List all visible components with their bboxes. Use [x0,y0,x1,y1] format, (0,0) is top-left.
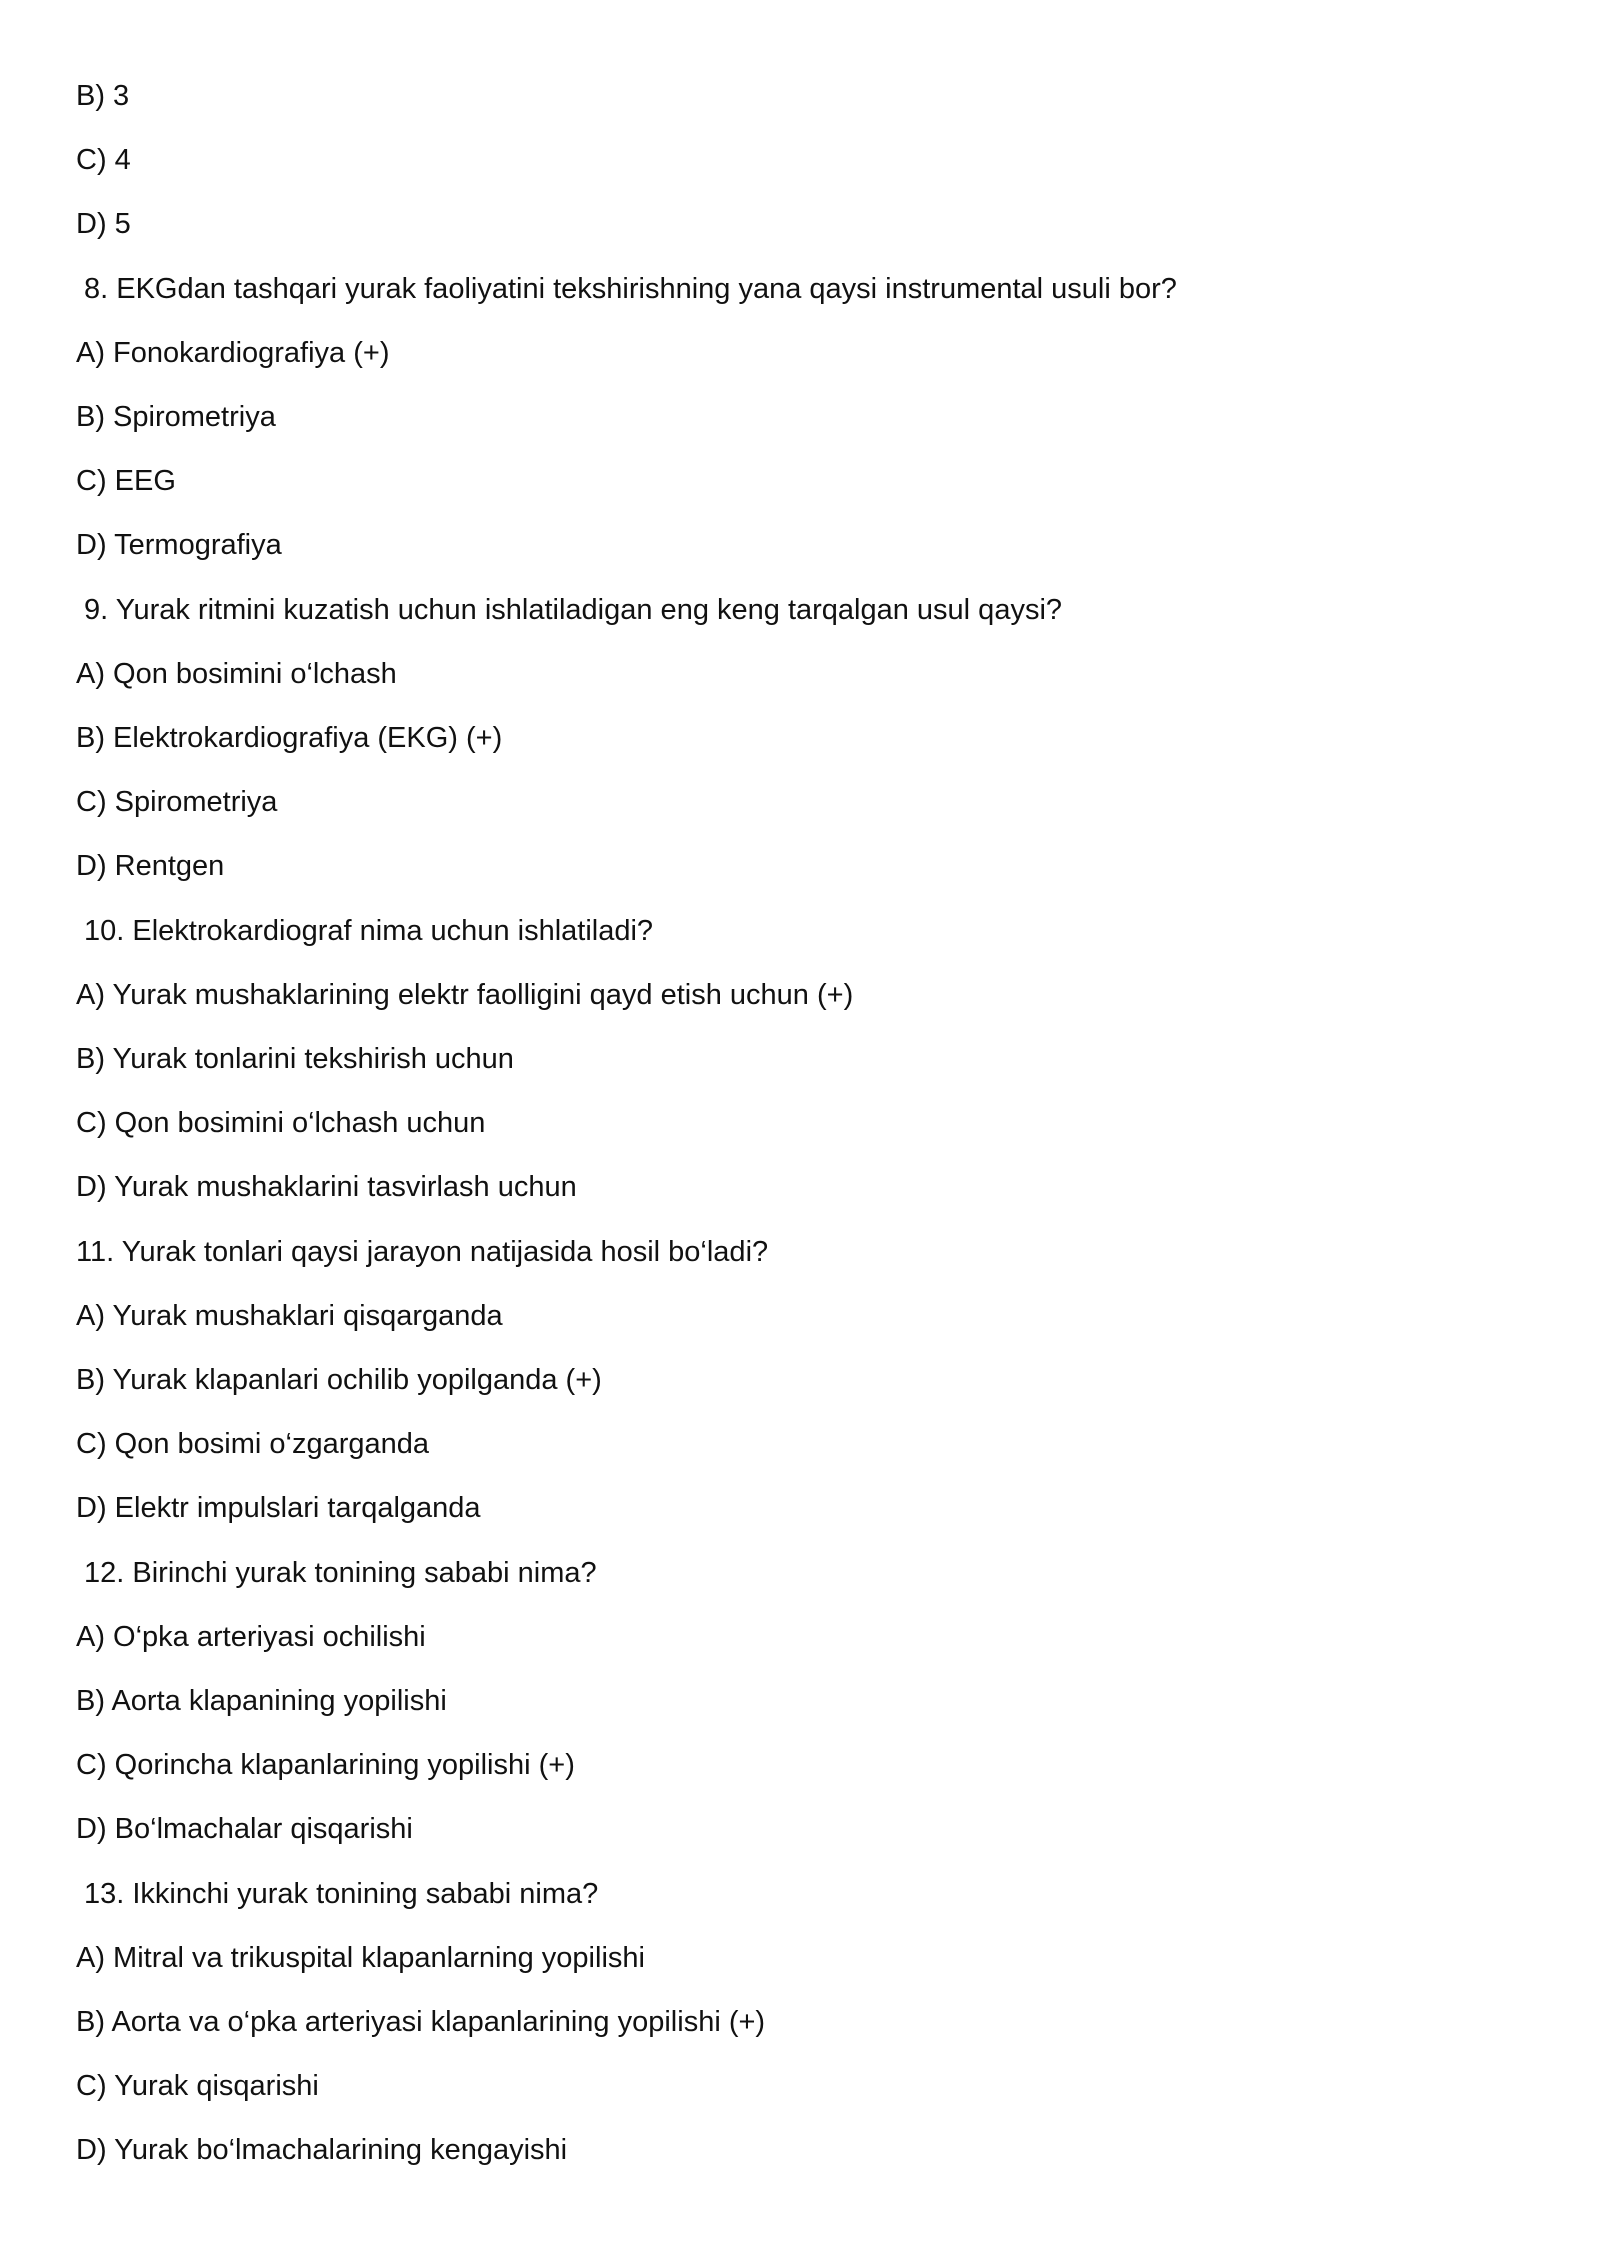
question-text: 8. EKGdan tashqari yurak faoliyatini tekshirishning yana qaysi instrumental usuli bor? [84,273,1177,305]
answer-option: B) 3 [76,80,130,112]
answer-option: B) Elektrokardiografiya (EKG) (+) [76,722,503,754]
answer-option: C) EEG [76,465,176,497]
answer-option: D) Yurak mushaklarini tasvirlash uchun [76,1171,577,1203]
answer-option: D) Termografiya [76,529,282,561]
answer-option: B) Yurak tonlarini tekshirish uchun [76,1043,514,1075]
answer-option: A) Yurak mushaklari qisqarganda [76,1300,503,1332]
answer-option: D) Yurak bo‘lmachalarining kengayishi [76,2134,568,2166]
answer-option: C) Qon bosimi o‘zgarganda [76,1428,430,1460]
answer-option: D) 5 [76,208,131,240]
question-text: 12. Birinchi yurak tonining sababi nima? [84,1557,597,1589]
answer-option: D) Rentgen [76,850,225,882]
answer-option: C) Spirometriya [76,786,278,818]
answer-option: C) Yurak qisqarishi [76,2070,319,2102]
answer-option: C) 4 [76,144,131,176]
answer-option: D) Elektr impulslari tarqalganda [76,1492,481,1524]
answer-option: B) Yurak klapanlari ochilib yopilganda (+) [76,1364,602,1396]
answer-option: B) Aorta klapanining yopilishi [76,1685,447,1717]
answer-option: C) Qorincha klapanlarining yopilishi (+) [76,1749,575,1781]
question-text: 10. Elektrokardiograf nima uchun ishlatiladi? [84,915,654,947]
answer-option: D) Bo‘lmachalar qisqarishi [76,1813,413,1845]
answer-option: A) Yurak mushaklarining elektr faolligini qayd etish uchun (+) [76,979,854,1011]
answer-option: B) Aorta va o‘pka arteriyasi klapanlarining yopilishi (+) [76,2006,766,2038]
question-text: 11. Yurak tonlari qaysi jarayon natijasida hosil bo‘ladi? [76,1236,769,1268]
question-text: 13. Ikkinchi yurak tonining sababi nima? [84,1878,599,1910]
answer-option: A) Mitral va trikuspital klapanlarning yopilishi [76,1942,645,1974]
answer-option: A) Qon bosimini o‘lchash [76,658,397,690]
answer-option: C) Qon bosimini o‘lchash uchun [76,1107,486,1139]
answer-option: B) Spirometriya [76,401,276,433]
answer-option: A) O‘pka arteriyasi ochilishi [76,1621,426,1653]
answer-option: A) Fonokardiografiya (+) [76,337,390,369]
question-text: 9. Yurak ritmini kuzatish uchun ishlatiladigan eng keng tarqalgan usul qaysi? [84,594,1063,626]
